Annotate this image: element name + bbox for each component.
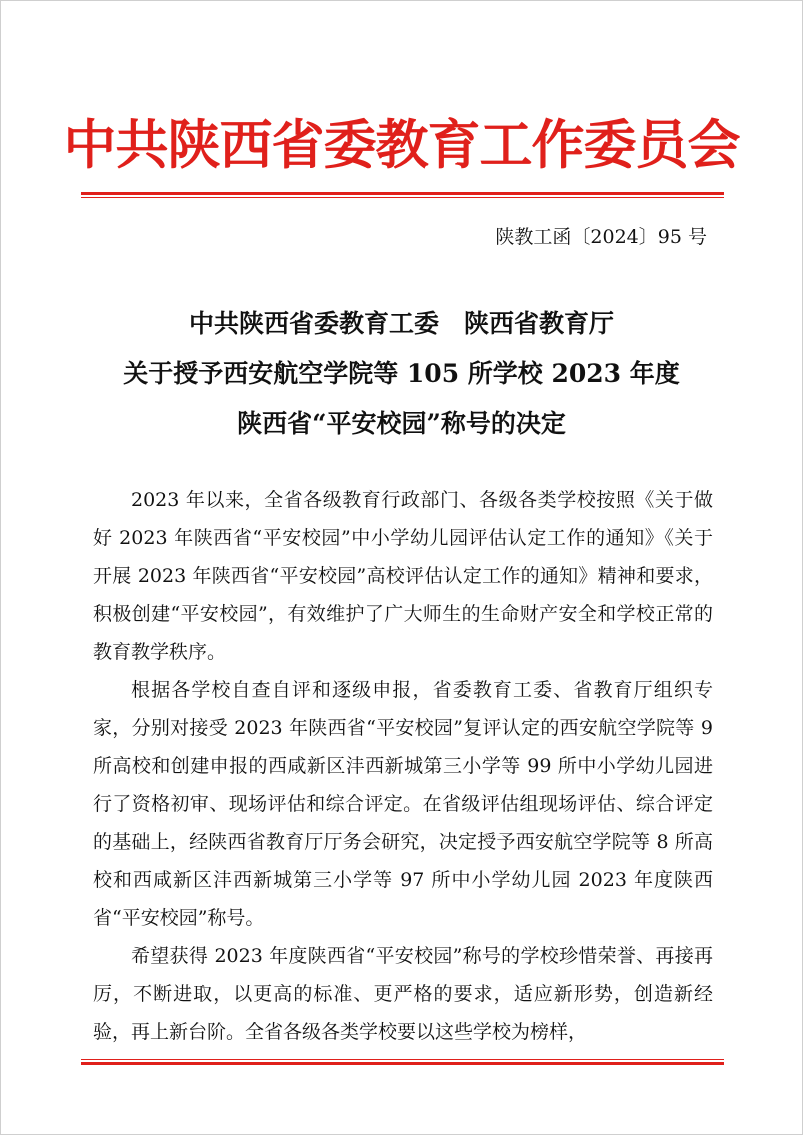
body-paragraph-3: 希望获得 2023 年度陕西省“平安校园”称号的学校珍惜荣誉、再接再厉，不断进取，以更高的标准、更严格的要求，适应新形势，创造新经验，再上新台阶。全省各级各类学校要以这些学校为榜样， [93, 945, 713, 1043]
heading-line-2: 关于授予西安航空学院等 105 所学校 2023 年度 [123, 359, 680, 388]
document-body [93, 481, 713, 1051]
body-paragraph-2: 根据各学校自查自评和逐级申报，省委教育工委、省教育厅组织专家，分别对接受 2023 年陕西省“平安校园”复评认定的西安航空学院等 9 所高校和创建申报的西咸新区沣西新城第三小学等 99 所中小学幼儿园进行了资格初审、现场评估和综合评定。在省级评估组现场评估、综合评定的基础上，经陕西省教育厅厅务会研究，决定授予西安航空学院等 8 所高校和西咸新区沣西新城第三小学等 97 所中小学幼儿园 2023 年度陕西省“平安校园”称号。 [93, 679, 713, 929]
document-heading [61, 299, 742, 449]
heading-line-1: 中共陕西省委教育工委 陕西省教育厅 [188, 309, 614, 338]
footer-rule-thick [81, 1062, 724, 1065]
footer-rule-thin [81, 1059, 724, 1060]
header-rule-thin [81, 197, 724, 198]
body-paragraph-1: 2023 年以来，全省各级教育行政部门、各级各类学校按照《关于做好 2023 年陕西省“平安校园”中小学幼儿园评估认定工作的通知》《关于开展 2023 年陕西省“平安校园”高校评估认定工作的通知》精神和要求，积极创建“平安校园”，有效维护了广大师生的生命财产安全和学校正常的教育教学秩序。 [93, 489, 713, 663]
heading-line-3: 陕西省“平安校园”称号的决定 [237, 409, 566, 438]
issuer-header: 中共陕西省委教育工作委员会 [63, 114, 740, 176]
document-number: 陕教工函〔2024〕95 号 [495, 226, 707, 248]
header-rule-thick [81, 192, 724, 195]
